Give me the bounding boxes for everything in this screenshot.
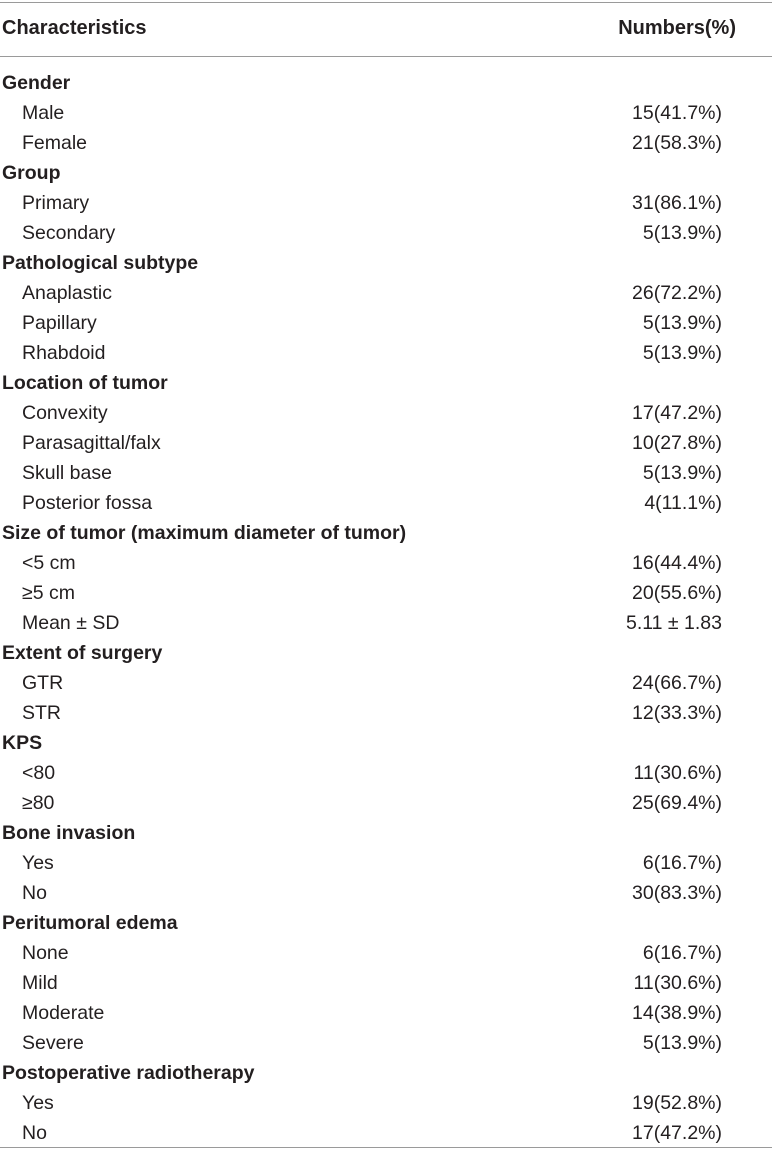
category-row [0, 638, 772, 668]
row-label: GTR [22, 672, 64, 694]
table-row [0, 98, 772, 128]
table-row [0, 878, 772, 908]
row-value: 31(86.1%) [632, 192, 722, 214]
row-label: Posterior fossa [22, 492, 153, 514]
row-value: 24(66.7%) [632, 672, 722, 694]
category-row [0, 68, 772, 98]
row-value: 26(72.2%) [632, 282, 722, 304]
bottom-rule [0, 1147, 772, 1148]
table-row [0, 338, 772, 368]
row-value: 6(16.7%) [642, 942, 722, 964]
row-label: No [22, 882, 47, 904]
row-label: Papillary [22, 312, 97, 334]
category-row [0, 518, 772, 548]
table-row [0, 668, 772, 698]
row-label: None [22, 942, 69, 964]
row-value: 5.11 ± 1.83 [626, 612, 722, 634]
row-label: <80 [22, 762, 56, 784]
row-value: 15(41.7%) [632, 102, 722, 124]
table-row [0, 998, 772, 1028]
table-row [0, 578, 772, 608]
table-row [0, 608, 772, 638]
row-value: 17(47.2%) [632, 1122, 722, 1144]
header-characteristics: Characteristics [2, 17, 147, 39]
row-label: Mean ± SD [22, 612, 120, 634]
table-row [0, 788, 772, 818]
table-row [0, 458, 772, 488]
header-numbers: Numbers(%) [618, 17, 736, 39]
row-value: 20(55.6%) [632, 582, 722, 604]
row-value: 21(58.3%) [632, 132, 722, 154]
row-value: 6(16.7%) [642, 852, 722, 874]
table-row [0, 968, 772, 998]
row-label: Anaplastic [22, 282, 112, 304]
category-label: Peritumoral edema [2, 912, 178, 934]
table-row [0, 188, 772, 218]
category-label: Gender [2, 72, 71, 94]
category-row [0, 1058, 772, 1088]
row-value: 5(13.9%) [642, 462, 722, 484]
row-value: 4(11.1%) [644, 492, 722, 514]
table-row [0, 398, 772, 428]
row-label: No [22, 1122, 47, 1144]
table-row [0, 128, 772, 158]
category-row [0, 728, 772, 758]
category-row [0, 158, 772, 188]
row-label: Yes [22, 1092, 54, 1114]
table-row [0, 278, 772, 308]
row-value: 12(33.3%) [632, 702, 722, 724]
row-label: Secondary [22, 222, 116, 244]
row-label: Skull base [22, 462, 112, 484]
top-rule [0, 2, 772, 3]
row-label: ≥80 [22, 792, 55, 814]
row-label: <5 cm [22, 552, 76, 574]
category-label: KPS [2, 732, 43, 754]
table-row [0, 938, 772, 968]
row-value: 5(13.9%) [642, 312, 722, 334]
row-value: 25(69.4%) [632, 792, 722, 814]
row-label: Primary [22, 192, 90, 214]
table-row [0, 308, 772, 338]
category-row [0, 818, 772, 848]
row-value: 5(13.9%) [642, 1032, 722, 1054]
row-value: 19(52.8%) [632, 1092, 722, 1114]
row-label: Convexity [22, 402, 108, 424]
category-row [0, 368, 772, 398]
row-label: Yes [22, 852, 54, 874]
row-label: Mild [22, 972, 58, 994]
row-label: Parasagittal/falx [22, 432, 161, 454]
category-row [0, 248, 772, 278]
table-row [0, 698, 772, 728]
table-row [0, 488, 772, 518]
table-row [0, 548, 772, 578]
row-label: ≥5 cm [22, 582, 75, 604]
row-value: 10(27.8%) [632, 432, 722, 454]
category-label: Location of tumor [2, 372, 168, 394]
table-row [0, 1088, 772, 1118]
row-value: 11(30.6%) [633, 762, 722, 784]
row-label: Severe [22, 1032, 84, 1054]
category-label: Size of tumor (maximum diameter of tumor) [2, 522, 407, 544]
table-row [0, 758, 772, 788]
row-value: 11(30.6%) [633, 972, 722, 994]
table-row [0, 1118, 772, 1148]
row-value: 5(13.9%) [642, 342, 722, 364]
category-label: Extent of surgery [2, 642, 163, 664]
row-value: 14(38.9%) [632, 1002, 722, 1024]
header-rule [0, 56, 772, 57]
row-label: Male [22, 102, 65, 124]
row-label: Rhabdoid [22, 342, 106, 364]
row-label: Female [22, 132, 88, 154]
category-label: Group [2, 162, 61, 184]
table-row [0, 218, 772, 248]
row-value: 17(47.2%) [632, 402, 722, 424]
row-label: Moderate [22, 1002, 105, 1024]
table-row [0, 848, 772, 878]
row-value: 30(83.3%) [632, 882, 722, 904]
row-label: STR [22, 702, 61, 724]
row-value: 5(13.9%) [642, 222, 722, 244]
row-value: 16(44.4%) [632, 552, 722, 574]
table-row [0, 1028, 772, 1058]
category-label: Postoperative radiotherapy [2, 1062, 255, 1084]
category-row [0, 908, 772, 938]
category-label: Bone invasion [2, 822, 136, 844]
table-body [0, 68, 772, 1148]
category-label: Pathological subtype [2, 252, 199, 274]
table-row [0, 428, 772, 458]
